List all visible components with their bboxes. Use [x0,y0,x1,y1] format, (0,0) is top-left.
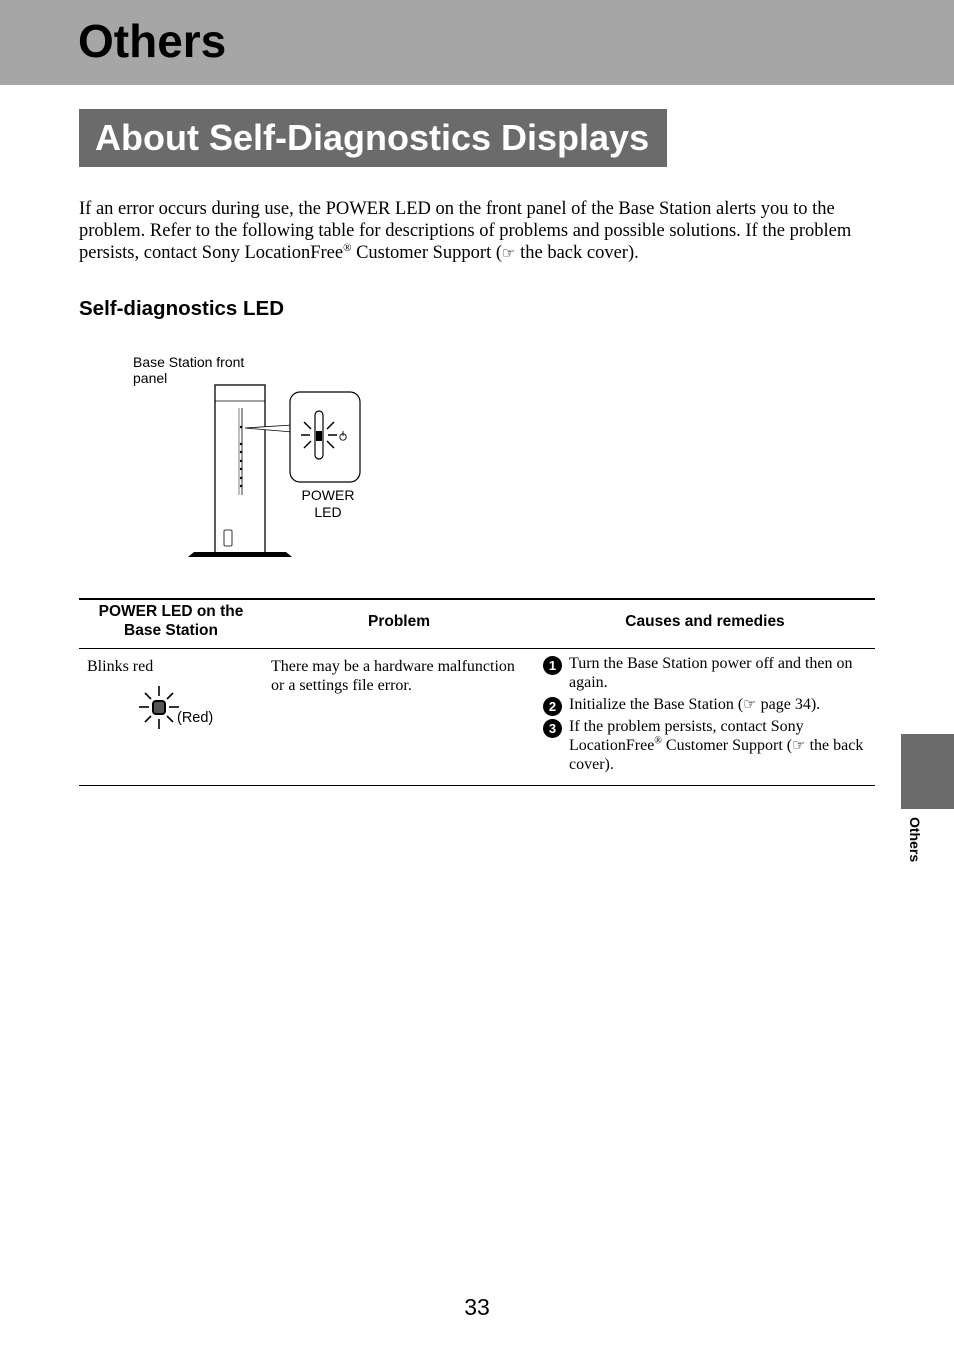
led-state-text: Blinks red [87,658,154,675]
header-led-state: POWER LED on the Base Station [79,599,263,649]
section-title: About Self-Diagnostics Displays [95,117,650,158]
led-color-label: (Red) [177,710,214,726]
remedy-steps [543,654,867,774]
intro-paragraph [79,198,879,264]
side-tab-label-wrap [895,817,945,877]
page-number: 33 [464,1294,490,1320]
step-text: Initialize the Base Station ( [569,696,744,713]
step-number-1: 1 [543,656,562,675]
subsection-title: Self-diagnostics LED [79,297,285,320]
header-problem: Problem [263,599,535,649]
step-text: If the problem persists, contact Sony LocationFree [569,718,804,754]
step-number-3: 3 [543,719,562,738]
step-text-end: page 34). [756,696,821,713]
base-station-illustration [180,380,370,565]
intro-text: If an error occurs during use, the POWER LED on the front panel of the Base Station alerts you to the problem. Refer to the following table for descriptions of problems and possible solutions. If the problem persists, contact Sony LocationFree [79,199,852,263]
step-text-end: the back cover). [569,737,864,773]
diagnostics-table [79,598,875,786]
led-state-cell [79,649,263,786]
remedies-cell [535,649,875,786]
header-remedies: Causes and remedies [535,599,875,649]
table-header-row [79,599,875,649]
chapter-title: Others [78,15,227,67]
step-text: Turn the Base Station power off and then on again. [569,655,853,691]
step-text-mid: Customer Support ( [661,737,793,754]
pointing-hand-icon: ☞ [502,244,516,262]
intro-text-3: the back cover). [515,243,639,263]
problem-cell: There may be a hardware malfunction or a settings file error. [271,658,515,694]
registered-mark: ® [654,735,662,747]
led-indicator [87,676,255,736]
remedy-step-3 [543,717,867,774]
side-tab-label: Others [907,817,923,863]
power-led-label: POWER LED [301,487,355,520]
table-row [79,649,875,786]
pointing-hand-icon: ☞ [792,736,806,754]
figure-caption: Base Station front panel [133,354,245,386]
remedy-step-1 [543,654,867,692]
intro-text-2: Customer Support ( [351,243,503,263]
section-title-box [79,109,667,167]
chapter-side-tab [901,734,954,809]
registered-mark: ® [343,241,352,254]
step-number-2: 2 [543,697,562,716]
pointing-hand-icon: ☞ [743,695,757,713]
remedy-step-2 [543,695,867,714]
